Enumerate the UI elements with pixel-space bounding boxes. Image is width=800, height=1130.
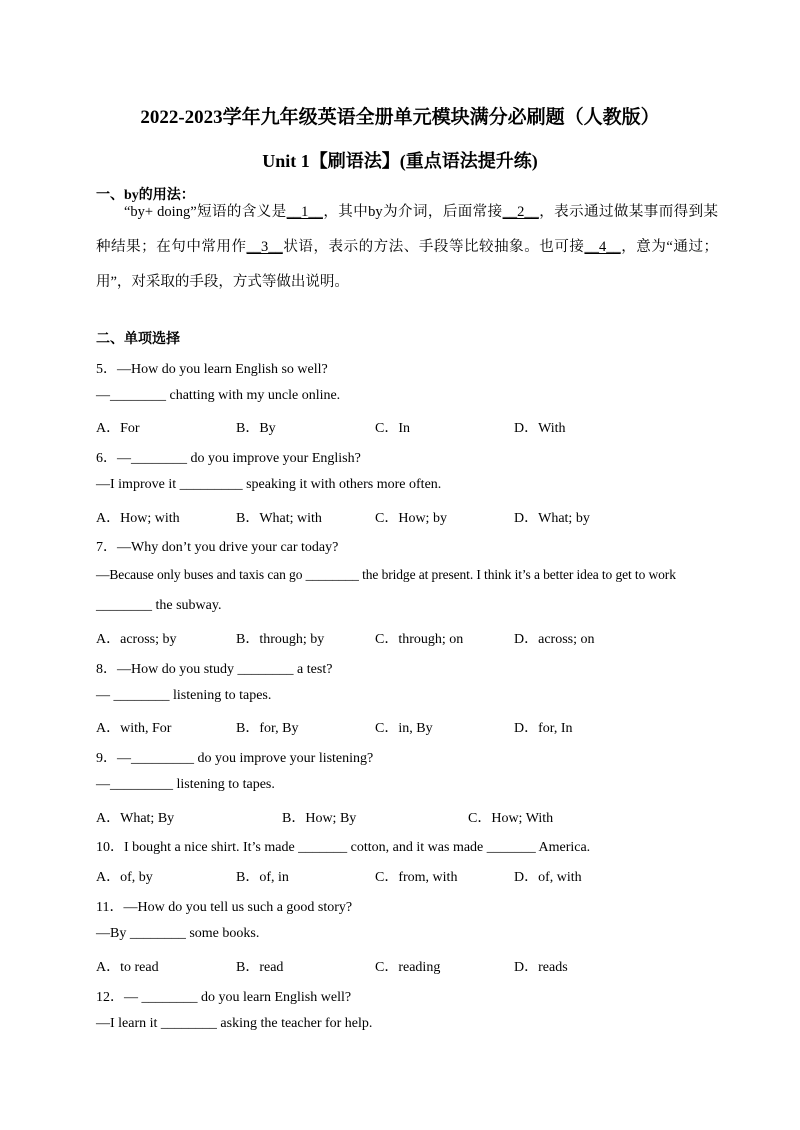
- blank-2: __2__: [502, 204, 539, 220]
- section-heading-by-usage: 一、by的用法：: [96, 188, 195, 203]
- option-c: C．reading: [375, 960, 441, 975]
- question-line: 7．—Why don’t you drive your car today?: [96, 540, 339, 555]
- answer-line: —_________ listening to tapes.: [96, 777, 275, 792]
- paragraph-text: ，意为“通过；用”，对采取的手段，方式等做出说明。: [96, 239, 719, 290]
- option-c: C．In: [375, 421, 410, 436]
- option-a: A．How; with: [96, 511, 180, 526]
- paragraph-text: ，其中by为介词，后面常接: [322, 204, 503, 220]
- option-b: B．of, in: [236, 870, 289, 885]
- option-b: B．read: [236, 960, 284, 975]
- option-a: A．of, by: [96, 870, 153, 885]
- option-c: C．in, By: [375, 721, 433, 736]
- option-a: A．with, For: [96, 721, 172, 736]
- option-b: B．for, By: [236, 721, 299, 736]
- option-c: C．through; on: [375, 632, 464, 647]
- blank-4: __4__: [584, 239, 621, 255]
- option-b: B．By: [236, 421, 276, 436]
- option-d: D．With: [514, 421, 566, 436]
- option-d: D．What; by: [514, 511, 590, 526]
- question-line: 5．—How do you learn English so well?: [96, 362, 328, 377]
- blank-3: __3__: [246, 239, 283, 255]
- question-line: 8．—How do you study ________ a test?: [96, 662, 333, 677]
- option-a: A．to read: [96, 960, 159, 975]
- answer-line-continued: ________ the subway.: [96, 598, 222, 613]
- question-line: 10．I bought a nice shirt. It’s made _______ cotton, and it was made _______ America.: [96, 840, 591, 855]
- option-a: A．For: [96, 421, 140, 436]
- answer-line: —By ________ some books.: [96, 926, 260, 941]
- paragraph-text: ，表示通过做某事而得到某种结果；在句中常用作: [96, 204, 719, 255]
- question-line: 9．—_________ do you improve your listening?: [96, 751, 374, 766]
- question-line: 12．— ________ do you learn English well?: [96, 990, 352, 1005]
- answer-line: —Because only buses and taxis can go ________ the bridge at present. I think it’s a better idea to get to work: [96, 567, 676, 582]
- option-b: B．through; by: [236, 632, 325, 647]
- option-b: B．How; By: [282, 811, 357, 826]
- option-d: D．across; on: [514, 632, 595, 647]
- paragraph-text: “by+ doing”短语的含义是: [124, 204, 287, 220]
- blank-1: __1__: [286, 204, 323, 220]
- answer-line: —________ chatting with my uncle online.: [96, 388, 341, 403]
- option-c: C．How; by: [375, 511, 447, 526]
- option-d: D．reads: [514, 960, 568, 975]
- option-c: C．How; With: [468, 811, 554, 826]
- option-d: D．for, In: [514, 721, 573, 736]
- question-line: 6．—________ do you improve your English?: [96, 451, 361, 466]
- section-heading-multiple-choice: 二、单项选择: [96, 332, 180, 347]
- answer-line: — ________ listening to tapes.: [96, 688, 272, 703]
- option-a: A．across; by: [96, 632, 177, 647]
- answer-line: —I improve it _________ speaking it with others more often.: [96, 477, 442, 492]
- question-line: 11．—How do you tell us such a good story?: [96, 900, 353, 915]
- option-d: D．of, with: [514, 870, 582, 885]
- option-b: B．What; with: [236, 511, 322, 526]
- document-title: 2022-2023学年九年级英语全册单元模块满分必刷题（人教版）: [140, 107, 660, 128]
- paragraph-text: 状语，表示的方法、手段等比较抽象。也可接: [282, 239, 585, 255]
- answer-line: —I learn it ________ asking the teacher for help.: [96, 1016, 373, 1031]
- by-usage-paragraph: [96, 195, 718, 300]
- option-c: C．from, with: [375, 870, 458, 885]
- option-a: A．What; By: [96, 811, 175, 826]
- document-subtitle: Unit 1【刷语法】(重点语法提升练): [262, 151, 538, 171]
